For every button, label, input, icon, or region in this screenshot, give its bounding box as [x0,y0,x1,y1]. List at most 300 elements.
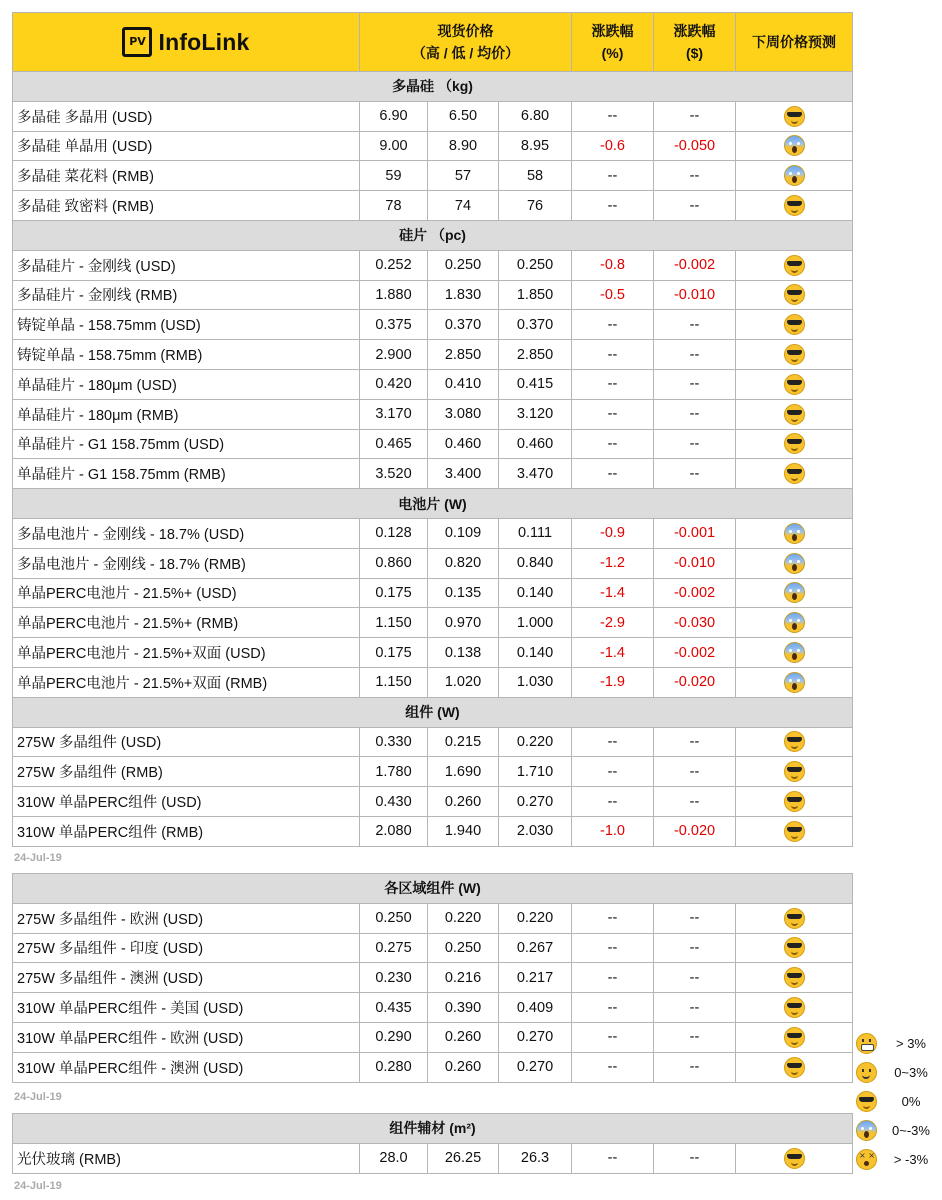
price-low: 3.080 [428,399,499,429]
table-row [13,1143,853,1173]
table-row [13,161,853,191]
sunglasses-face-icon [784,344,805,365]
forecast-cell [736,816,853,846]
change-usd: -0.050 [654,131,736,161]
forecast-cell [736,993,853,1023]
product-name: 多晶硅片 - 金刚线 (RMB) [13,280,360,310]
table-row [13,280,853,310]
product-name: 单晶PERC电池片 - 21.5%+双面 (USD) [13,638,360,668]
price-avg: 26.3 [499,1143,572,1173]
price-high: 2.900 [360,340,428,370]
price-low: 6.50 [428,101,499,131]
table-row [13,1022,853,1052]
price-low: 0.370 [428,310,499,340]
change-pct: -- [572,340,654,370]
header-row [13,13,853,72]
price-low: 26.25 [428,1143,499,1173]
forecast-cell [736,1052,853,1082]
legend-item [852,1117,942,1143]
price-high: 0.465 [360,429,428,459]
price-avg: 0.140 [499,638,572,668]
sunglasses-face-icon [784,821,805,842]
table-row [13,933,853,963]
legend-item [852,1088,942,1114]
price-low: 0.216 [428,963,499,993]
change-usd: -- [654,1052,736,1082]
product-name: 多晶硅 菜花料 (RMB) [13,161,360,191]
change-usd: -0.002 [654,578,736,608]
change-pct: -- [572,933,654,963]
price-avg: 8.95 [499,131,572,161]
forecast-cell [736,667,853,697]
price-high: 9.00 [360,131,428,161]
price-high: 28.0 [360,1143,428,1173]
sunglasses-face-icon [784,997,805,1018]
section-title: 硅片 （pc) [13,220,853,250]
change-pct: -- [572,903,654,933]
price-avg: 0.140 [499,578,572,608]
table-row [13,993,853,1023]
section-title: 电池片 (W) [13,489,853,519]
sunglasses-face-icon [784,908,805,929]
report-date: 24-Jul-19 [14,1091,62,1103]
price-high: 0.375 [360,310,428,340]
price-avg: 0.409 [499,993,572,1023]
section-title: 多晶硅 （kg) [13,72,853,102]
price-low: 0.109 [428,518,499,548]
screaming-face-icon [784,582,805,603]
price-low: 0.215 [428,727,499,757]
table-row [13,340,853,370]
price-low: 74 [428,191,499,221]
price-table-1 [12,12,853,847]
sunglasses-face-icon [784,791,805,812]
table-row [13,667,853,697]
forecast-cell [736,340,853,370]
table-row [13,369,853,399]
product-name: 310W 单晶PERC组件 - 澳洲 (USD) [13,1052,360,1082]
price-avg: 2.030 [499,816,572,846]
header-change-usd-unit: ($) [685,45,704,61]
change-pct: -- [572,459,654,489]
logo-text: InfoLink [158,29,250,55]
header-forecast: 下周价格预测 [736,13,853,72]
change-pct: -1.0 [572,816,654,846]
product-name: 310W 单晶PERC组件 (USD) [13,787,360,817]
legend-label: > -3% [893,1152,929,1167]
price-low: 1.940 [428,816,499,846]
change-usd: -- [654,963,736,993]
price-low: 0.260 [428,1052,499,1082]
price-avg: 0.415 [499,369,572,399]
price-high: 0.430 [360,787,428,817]
forecast-cell [736,608,853,638]
price-high: 1.150 [360,608,428,638]
legend-item [852,1030,942,1056]
change-usd: -- [654,101,736,131]
forecast-cell [736,429,853,459]
price-avg: 0.270 [499,1022,572,1052]
price-high: 1.150 [360,667,428,697]
sunglasses-face-icon [784,433,805,454]
change-usd: -- [654,161,736,191]
table-row [13,429,853,459]
price-low: 0.460 [428,429,499,459]
price-high: 0.290 [360,1022,428,1052]
change-pct: -- [572,787,654,817]
table-row [13,548,853,578]
screaming-face-icon [784,672,805,693]
pv-logo-icon: PV [122,27,152,57]
section-row [13,874,853,904]
price-avg: 0.370 [499,310,572,340]
price-high: 0.435 [360,993,428,1023]
logo-cell [13,13,360,72]
forecast-cell [736,161,853,191]
change-pct: -- [572,727,654,757]
price-high: 0.250 [360,903,428,933]
table-row [13,727,853,757]
product-name: 单晶PERC电池片 - 21.5%+双面 (RMB) [13,667,360,697]
section-row [13,1114,853,1144]
product-name: 单晶PERC电池片 - 21.5%+ (RMB) [13,608,360,638]
sunglasses-face-icon [784,1148,805,1169]
change-pct: -- [572,1052,654,1082]
price-high: 6.90 [360,101,428,131]
product-name: 多晶硅 单晶用 (USD) [13,131,360,161]
price-low: 0.260 [428,787,499,817]
product-name: 310W 单晶PERC组件 (RMB) [13,816,360,846]
screaming-face-icon [784,165,805,186]
sunglasses-face-icon [784,284,805,305]
price-high: 0.420 [360,369,428,399]
change-usd: -- [654,1143,736,1173]
header-change-pct-title: 涨跌幅 [591,23,634,39]
change-usd: -0.030 [654,608,736,638]
dizzy-face-icon [856,1149,877,1170]
legend-label: > 3% [896,1036,926,1051]
table-row [13,1052,853,1082]
change-pct: -- [572,369,654,399]
table-row [13,638,853,668]
product-name: 光伏玻璃 (RMB) [13,1143,360,1173]
price-high: 0.275 [360,933,428,963]
section-row [13,72,853,102]
price-low: 0.220 [428,903,499,933]
sunglasses-face-icon [784,314,805,335]
price-avg: 1.850 [499,280,572,310]
change-usd: -- [654,903,736,933]
change-pct: -- [572,963,654,993]
price-low: 57 [428,161,499,191]
change-usd: -- [654,369,736,399]
forecast-cell [736,963,853,993]
section-title: 各区域组件 (W) [13,874,853,904]
price-high: 0.860 [360,548,428,578]
change-pct: -- [572,1143,654,1173]
screaming-face-icon [784,523,805,544]
header-change-pct-unit: (%) [601,45,624,61]
change-usd: -0.020 [654,816,736,846]
price-high: 0.175 [360,578,428,608]
forecast-cell [736,369,853,399]
price-avg: 76 [499,191,572,221]
price-low: 1.830 [428,280,499,310]
grinning-face-icon [856,1033,877,1054]
change-usd: -- [654,787,736,817]
sunglasses-face-icon [784,374,805,395]
change-pct: -0.8 [572,250,654,280]
product-name: 多晶电池片 - 金刚线 - 18.7% (RMB) [13,548,360,578]
change-usd: -0.001 [654,518,736,548]
change-usd: -- [654,459,736,489]
price-avg: 0.460 [499,429,572,459]
legend-item [852,1146,942,1172]
legend-label: 0~-3% [892,1123,930,1138]
product-name: 310W 单晶PERC组件 - 欧洲 (USD) [13,1022,360,1052]
change-pct: -- [572,191,654,221]
price-avg: 1.030 [499,667,572,697]
table-row [13,518,853,548]
sunglasses-face-icon [784,1027,805,1048]
sunglasses-face-icon [784,255,805,276]
change-pct: -- [572,310,654,340]
header-change-pct [572,13,654,72]
product-name: 310W 单晶PERC组件 - 美国 (USD) [13,993,360,1023]
forecast-cell [736,548,853,578]
price-avg: 0.220 [499,903,572,933]
screaming-face-icon [784,642,805,663]
forecast-cell [736,459,853,489]
price-avg: 0.267 [499,933,572,963]
forecast-cell [736,787,853,817]
forecast-cell [736,903,853,933]
price-avg: 0.111 [499,518,572,548]
price-low: 0.135 [428,578,499,608]
change-usd: -- [654,191,736,221]
change-usd: -0.002 [654,250,736,280]
change-pct: -0.5 [572,280,654,310]
change-usd: -- [654,757,736,787]
product-name: 单晶硅片 - 180μm (USD) [13,369,360,399]
change-usd: -0.010 [654,280,736,310]
price-low: 0.390 [428,993,499,1023]
forecast-cell [736,280,853,310]
header-spot-price-title: 现货价格 [437,23,494,39]
table-row [13,310,853,340]
price-avg: 1.710 [499,757,572,787]
screaming-face-icon [856,1120,877,1141]
change-pct: -- [572,1022,654,1052]
price-low: 0.410 [428,369,499,399]
product-name: 275W 多晶组件 (RMB) [13,757,360,787]
change-usd: -0.020 [654,667,736,697]
change-usd: -- [654,993,736,1023]
product-name: 275W 多晶组件 - 欧洲 (USD) [13,903,360,933]
section-title: 组件 (W) [13,697,853,727]
price-high: 3.170 [360,399,428,429]
change-usd: -- [654,933,736,963]
price-high: 0.252 [360,250,428,280]
sunglasses-face-icon [784,937,805,958]
header-change-usd-title: 涨跌幅 [673,23,716,39]
table-row [13,757,853,787]
price-high: 0.330 [360,727,428,757]
price-avg: 3.120 [499,399,572,429]
product-name: 多晶电池片 - 金刚线 - 18.7% (USD) [13,518,360,548]
price-avg: 3.470 [499,459,572,489]
smiling-face-icon [856,1062,877,1083]
infolink-logo [122,27,249,57]
price-low: 8.90 [428,131,499,161]
price-low: 0.970 [428,608,499,638]
forecast-cell [736,578,853,608]
table-row [13,963,853,993]
change-usd: -- [654,310,736,340]
header-change-usd [654,13,736,72]
sunglasses-face-icon [784,463,805,484]
table-row [13,787,853,817]
change-usd: -0.010 [654,548,736,578]
change-pct: -- [572,757,654,787]
price-table-2 [12,873,853,1083]
screaming-face-icon [784,135,805,156]
change-usd: -0.002 [654,638,736,668]
product-name: 多晶硅片 - 金刚线 (USD) [13,250,360,280]
legend-label: 0~3% [894,1065,928,1080]
forecast-cell [736,933,853,963]
change-pct: -- [572,429,654,459]
price-high: 2.080 [360,816,428,846]
product-name: 多晶硅 致密料 (RMB) [13,191,360,221]
price-avg: 0.270 [499,787,572,817]
price-high: 1.780 [360,757,428,787]
change-pct: -1.2 [572,548,654,578]
table-row [13,816,853,846]
table-row [13,459,853,489]
price-avg: 2.850 [499,340,572,370]
forecast-cell [736,399,853,429]
table-row [13,578,853,608]
table-row [13,250,853,280]
section-title: 组件辅材 (m²) [13,1114,853,1144]
section-row [13,697,853,727]
product-name: 275W 多晶组件 - 印度 (USD) [13,933,360,963]
table-row [13,191,853,221]
price-high: 0.230 [360,963,428,993]
change-pct: -- [572,993,654,1023]
sunglasses-face-icon [784,761,805,782]
product-name: 铸锭单晶 - 158.75mm (USD) [13,310,360,340]
table-row [13,399,853,429]
legend-label: 0% [901,1094,921,1109]
price-high: 3.520 [360,459,428,489]
report-date: 24-Jul-19 [14,1180,62,1192]
forecast-cell [736,518,853,548]
price-low: 0.250 [428,933,499,963]
change-pct: -2.9 [572,608,654,638]
change-pct: -- [572,101,654,131]
change-usd: -- [654,340,736,370]
change-pct: -1.4 [572,638,654,668]
price-avg: 1.000 [499,608,572,638]
change-usd: -- [654,399,736,429]
change-usd: -- [654,429,736,459]
change-pct: -- [572,161,654,191]
product-name: 单晶PERC电池片 - 21.5%+ (USD) [13,578,360,608]
forecast-cell [736,638,853,668]
header-spot-price-sub: （高 / 低 / 均价） [411,45,520,61]
price-low: 2.850 [428,340,499,370]
table-row [13,608,853,638]
sunglasses-face-icon [784,404,805,425]
forecast-cell [736,191,853,221]
price-low: 0.250 [428,250,499,280]
forecast-cell [736,101,853,131]
legend-item [852,1059,942,1085]
sunglasses-face-icon [784,106,805,127]
change-pct: -1.9 [572,667,654,697]
price-high: 59 [360,161,428,191]
price-high: 0.280 [360,1052,428,1082]
forecast-cell [736,250,853,280]
table-row [13,131,853,161]
forecast-cell [736,131,853,161]
price-high: 0.175 [360,638,428,668]
report-date: 24-Jul-19 [14,852,62,864]
screaming-face-icon [784,612,805,633]
price-table-3 [12,1113,853,1174]
screaming-face-icon [784,553,805,574]
table-row [13,903,853,933]
header-spot-price [360,13,572,72]
price-low: 0.138 [428,638,499,668]
price-avg: 0.270 [499,1052,572,1082]
price-low: 1.690 [428,757,499,787]
product-name: 单晶硅片 - G1 158.75mm (RMB) [13,459,360,489]
product-name: 多晶硅 多晶用 (USD) [13,101,360,131]
price-avg: 0.220 [499,727,572,757]
price-avg: 0.217 [499,963,572,993]
product-name: 单晶硅片 - G1 158.75mm (USD) [13,429,360,459]
product-name: 单晶硅片 - 180μm (RMB) [13,399,360,429]
section-row [13,489,853,519]
price-avg: 0.840 [499,548,572,578]
sunglasses-face-icon [784,195,805,216]
price-avg: 6.80 [499,101,572,131]
forecast-cell [736,727,853,757]
forecast-cell [736,757,853,787]
change-usd: -- [654,1022,736,1052]
price-low: 0.820 [428,548,499,578]
product-name: 275W 多晶组件 - 澳洲 (USD) [13,963,360,993]
price-low: 1.020 [428,667,499,697]
price-high: 0.128 [360,518,428,548]
change-pct: -0.9 [572,518,654,548]
forecast-cell [736,310,853,340]
price-low: 0.260 [428,1022,499,1052]
price-high: 78 [360,191,428,221]
change-pct: -1.4 [572,578,654,608]
change-usd: -- [654,727,736,757]
sunglasses-face-icon [856,1091,877,1112]
price-avg: 58 [499,161,572,191]
price-avg: 0.250 [499,250,572,280]
forecast-cell [736,1143,853,1173]
product-name: 铸锭单晶 - 158.75mm (RMB) [13,340,360,370]
change-pct: -- [572,399,654,429]
sunglasses-face-icon [784,967,805,988]
